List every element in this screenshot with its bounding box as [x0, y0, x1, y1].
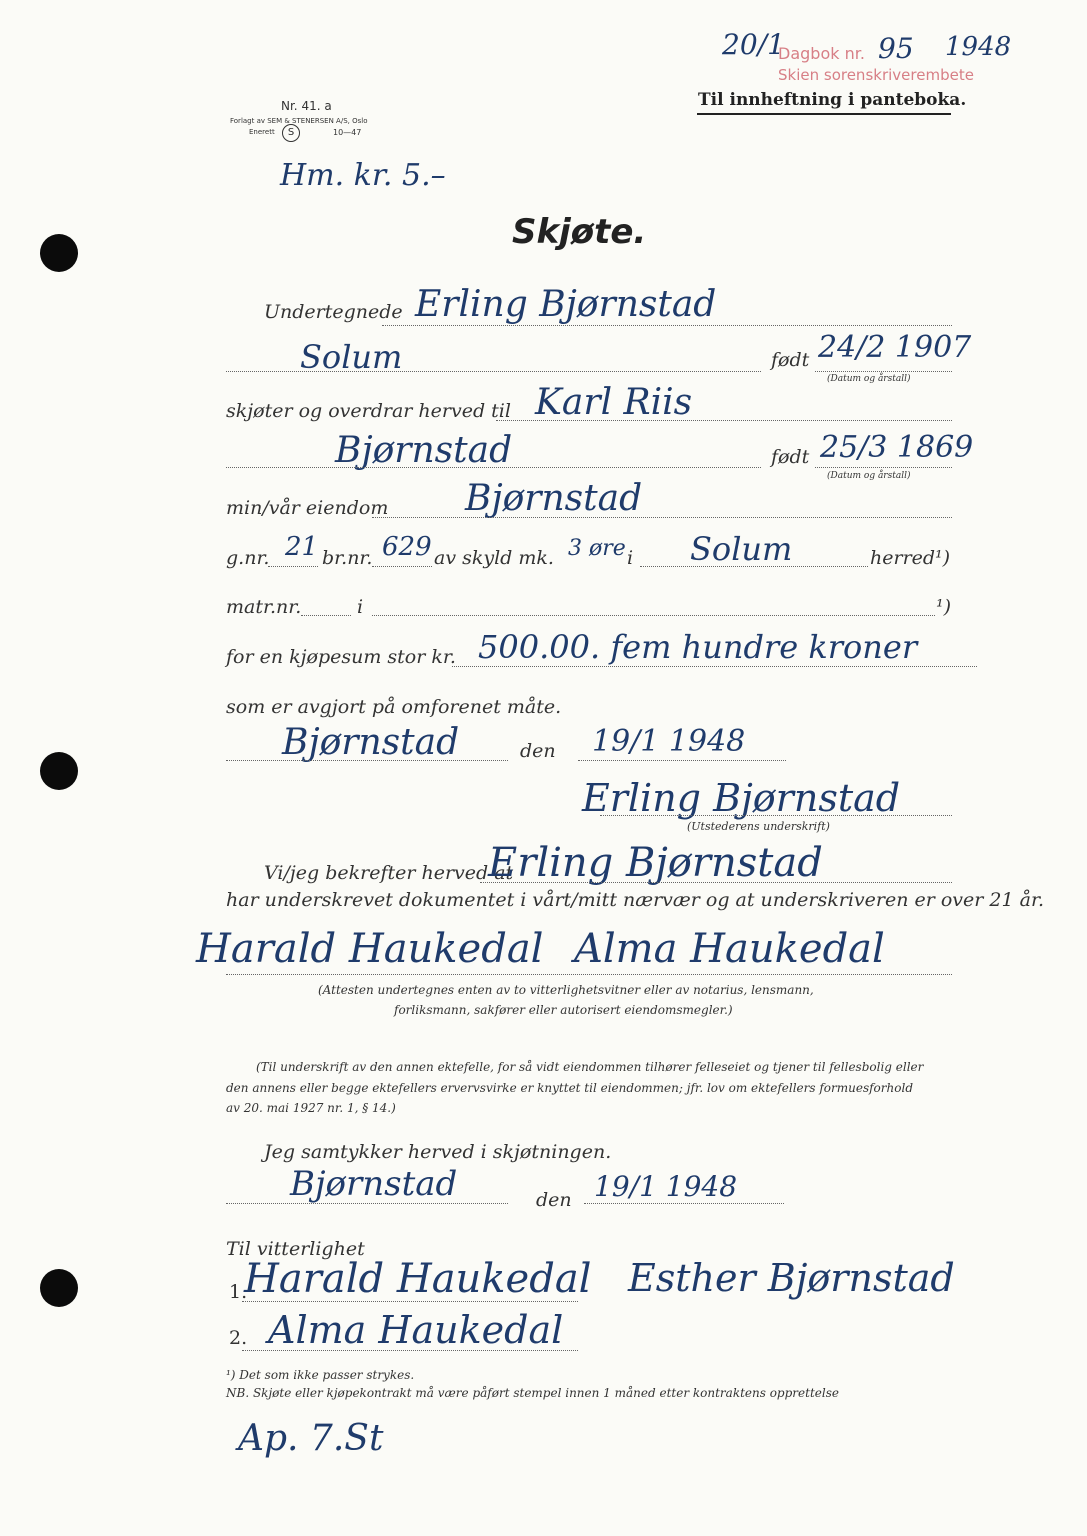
- attest-note-line-2: forliksmann, sakfører eller autorisert eiendomsmegler.): [394, 1003, 733, 1017]
- header-right-underline: [697, 113, 951, 115]
- witness-number-1: 1.: [229, 1281, 248, 1303]
- dotted-line: [600, 815, 952, 816]
- punch-hole-middle: [40, 752, 78, 790]
- dotted-line: [480, 882, 952, 883]
- eiendom-label: min/vår eiendom: [226, 497, 389, 519]
- form-edition: 10—47: [333, 128, 362, 137]
- undertegnede-name: Erling Bjørnstad: [415, 284, 717, 325]
- i-label: i: [627, 547, 634, 569]
- sted-place-2: Bjørnstad: [290, 1164, 458, 1204]
- matr-label: matr.nr.: [226, 596, 302, 618]
- header-right: Til innheftning i panteboka.: [698, 90, 967, 110]
- handwritten-fee: Hm. kr. 5.–: [280, 158, 446, 193]
- til-fodt: 25/3 1869: [820, 430, 974, 465]
- dotted-line: [226, 1203, 508, 1204]
- fodt-label: født: [771, 349, 810, 371]
- kjopesum-label: for en kjøpesum stor kr.: [226, 646, 456, 668]
- dotted-line: [640, 566, 868, 567]
- undertegnede-place: Solum: [300, 338, 403, 376]
- punch-hole-top: [40, 234, 78, 272]
- undertegnede-fodt: 24/2 1907: [818, 330, 972, 365]
- sted-date: 19/1 1948: [592, 724, 746, 759]
- stamp-label: Dagbok nr.: [778, 44, 865, 63]
- avgjort-text: som er avgjort på omforenet måte.: [226, 696, 562, 718]
- dotted-line: [372, 615, 935, 616]
- form-rights: Enerett: [249, 128, 275, 136]
- publisher-logo-icon: S: [282, 124, 300, 142]
- matr-i-label: i: [357, 596, 364, 618]
- dotted-line: [242, 1301, 578, 1302]
- attest-note-line-1: (Attesten undertegnes enten av to vitterlighetsvitner eller av notarius, lensmann,: [318, 983, 814, 997]
- stamp-office: Skien sorenskriverembete: [778, 66, 974, 84]
- dotted-line: [226, 371, 761, 372]
- samtykke-text: Jeg samtykker herved i skjøtningen.: [264, 1141, 612, 1163]
- bekreft-name: Erling Bjørnstad: [488, 840, 823, 886]
- dotted-line: [268, 566, 318, 567]
- brnr-label: br.nr.: [322, 547, 373, 569]
- skyld-value: 3 øre: [568, 536, 626, 561]
- dotted-line: [815, 371, 952, 372]
- dotted-line: [372, 566, 432, 567]
- gnr-label: g.nr.: [226, 547, 270, 569]
- undertegnede-label: Undertegnede: [264, 301, 403, 323]
- form-number: Nr. 41. a: [281, 99, 332, 113]
- til-label: skjøter og overdrar herved til: [226, 400, 511, 422]
- ektefelle-note-line-3: av 20. mai 1927 nr. 1, § 14.): [226, 1101, 396, 1115]
- footnote: ¹) Det som ikke passer strykes.: [226, 1368, 415, 1382]
- stamp-date: 20/1: [722, 28, 785, 61]
- bekreft-text: har underskrevet dokumentet i vårt/mitt nærvær og at underskriveren er over 21 år.: [226, 889, 1044, 911]
- dotted-line: [584, 1203, 784, 1204]
- stamp-number: 95: [878, 32, 914, 65]
- witness-2-signature: Alma Haukedal: [268, 1308, 564, 1352]
- handwritten-bottom: Ap. 7.St: [238, 1418, 384, 1459]
- utsteder-signature: Erling Bjørnstad: [582, 776, 901, 820]
- til-place: Bjørnstad: [335, 430, 513, 471]
- punch-hole-bottom: [40, 1269, 78, 1307]
- dotted-line: [226, 760, 508, 761]
- dotted-line: [226, 467, 761, 468]
- kjopesum-value: 500.00. fem hundre kroner: [478, 628, 918, 666]
- gnr-value: 21: [285, 532, 319, 562]
- brnr-value: 629: [382, 532, 432, 562]
- utsteder-note: (Utstederens underskrift): [687, 820, 830, 833]
- ektefelle-note-line-2: den annens eller begge ektefellers ervervsvirke er knyttet til eiendommen; jfr. lov om ektefellers formuesforhold: [226, 1081, 913, 1095]
- datum-note: (Datum og årstall): [827, 471, 911, 481]
- dotted-line: [815, 467, 952, 468]
- matr-end: ¹): [936, 596, 952, 618]
- vitne-signature-2: Alma Haukedal: [574, 926, 885, 972]
- witness-number-2: 2.: [229, 1327, 248, 1349]
- dotted-line: [382, 325, 952, 326]
- nb-note: NB. Skjøte eller kjøpekontrakt må være påført stempel innen 1 måned etter kontraktens opprettelse: [226, 1386, 839, 1400]
- fodt-label: født: [771, 446, 810, 468]
- eiendom-value: Bjørnstad: [465, 478, 643, 519]
- til-name: Karl Riis: [535, 382, 693, 423]
- datum-note: (Datum og årstall): [827, 374, 911, 384]
- sted-date-2: 19/1 1948: [594, 1170, 738, 1203]
- skyld-label: av skyld mk.: [434, 547, 554, 569]
- dotted-line: [452, 666, 977, 667]
- dotted-line: [301, 615, 351, 616]
- sted-place: Bjørnstad: [282, 722, 460, 763]
- herred-label: herred¹): [870, 547, 951, 569]
- dotted-line: [242, 1350, 578, 1351]
- witness-1-signature: Harald Haukedal: [244, 1256, 592, 1302]
- dotted-line: [226, 974, 952, 975]
- herred-value: Solum: [690, 530, 793, 568]
- spouse-signature: Esther Bjørnstad: [628, 1256, 955, 1300]
- bekreft-label: Vi/jeg bekrefter herved at: [264, 862, 514, 884]
- dotted-line: [372, 517, 952, 518]
- den-label-2: den: [536, 1189, 572, 1211]
- stamp-year: 1948: [945, 32, 1012, 62]
- dotted-line: [578, 760, 786, 761]
- vitne-signature-1: Harald Haukedal: [196, 926, 544, 972]
- form-publisher: Forlagt av SEM & STENERSEN A/S, Oslo: [230, 117, 368, 125]
- vitterlighet-label: Til vitterlighet: [226, 1238, 365, 1260]
- ektefelle-note-line-1: (Til underskrift av den annen ektefelle, for så vidt eiendommen tilhører felleseiet og tjener til fellesbolig eller: [256, 1060, 924, 1074]
- den-label: den: [520, 740, 556, 762]
- dotted-line: [496, 420, 952, 421]
- document-title: Skjøte.: [512, 212, 647, 252]
